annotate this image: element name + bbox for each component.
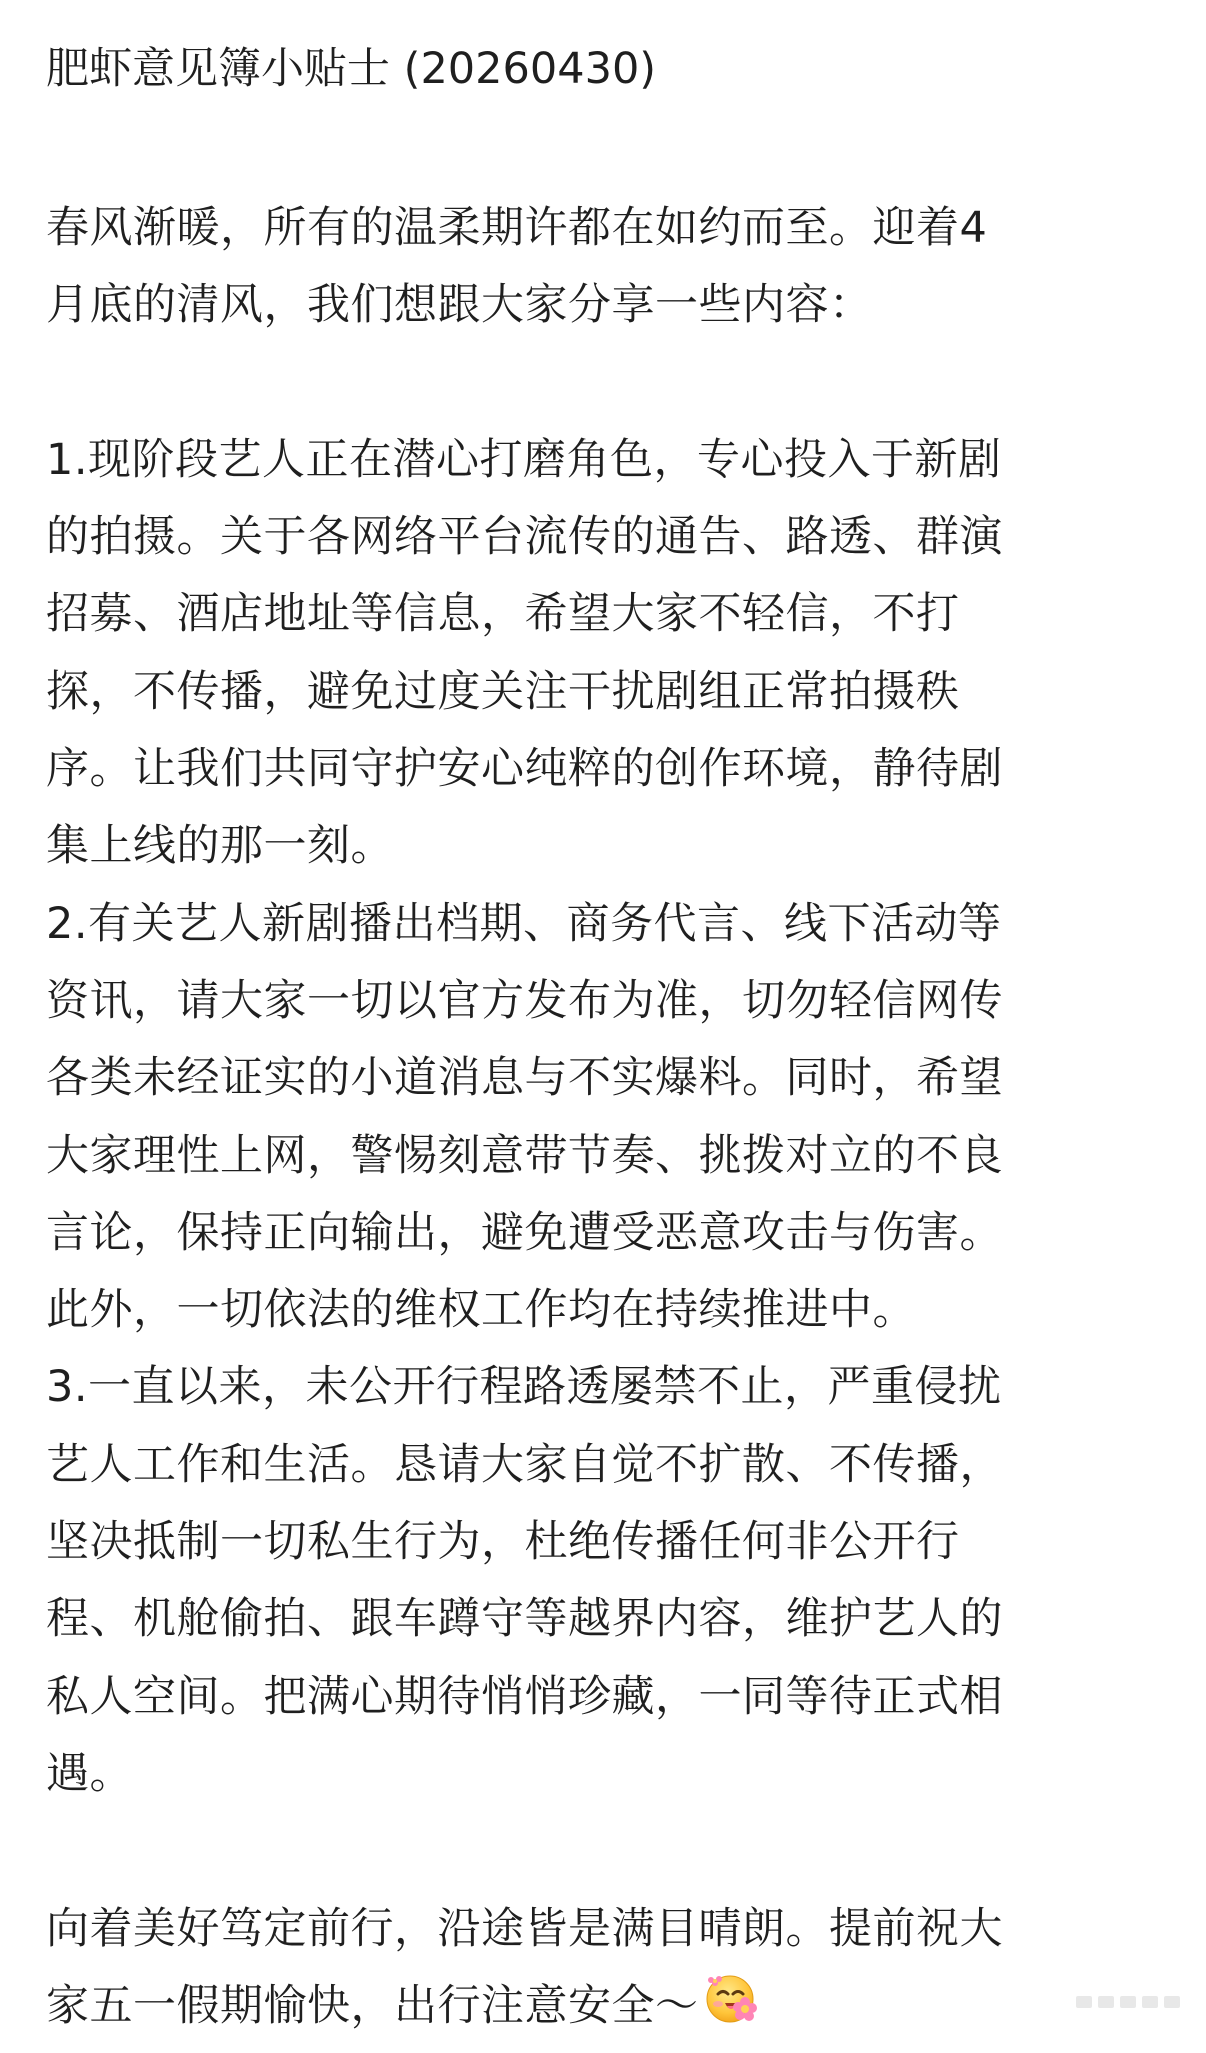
section-2-line: 大家理性上网，警惕刻意带节奏、挑拨对立的不良 — [46, 1130, 1003, 1181]
section-1-line: 探，不传播，避免过度关注干扰剧组正常拍摄秩 — [46, 666, 960, 717]
watermark-block — [1142, 1996, 1158, 2008]
section-1-line: 招募、酒店地址等信息，希望大家不轻信，不打 — [46, 589, 960, 640]
section-3-line: 坚决抵制一切私生行为，杜绝传播任何非公开行 — [46, 1517, 960, 1568]
section-2-line: 此外，一切依法的维权工作均在持续推进中。 — [46, 1285, 916, 1336]
intro-line: 月底的清风，我们想跟大家分享一些内容： — [46, 280, 873, 331]
closing-line: 向着美好笃定前行，沿途皆是满目晴朗。提前祝大 — [46, 1903, 1003, 1954]
intro-line: 春风渐暖，所有的温柔期许都在如约而至。迎着4 — [46, 203, 988, 253]
smiling-face-with-flower-icon — [703, 1970, 761, 2028]
watermark-block — [1098, 1996, 1114, 2008]
paragraph-spacer — [46, 1813, 1170, 1890]
closing-line-with-emoji — [46, 1968, 1170, 2045]
section-1-line: 集上线的那一刻。 — [46, 821, 394, 872]
watermark-block — [1120, 1996, 1136, 2008]
closing-line-text: 家五一假期愉快，出行注意安全～ — [46, 1980, 699, 2031]
paragraph-spacer — [46, 345, 1170, 422]
document-body — [46, 190, 1170, 2045]
section-3-line: 程、机舱偷拍、跟车蹲守等越界内容，维护艺人的 — [46, 1594, 1003, 1645]
section-2-line: 各类未经证实的小道消息与不实爆料。同时，希望 — [46, 1053, 1003, 1104]
watermark-block — [1076, 1996, 1092, 2008]
section-2-line: 资讯，请大家一切以官方发布为准，切勿轻信网传 — [46, 975, 1003, 1026]
section-1-line: 序。让我们共同守护安心纯粹的创作环境，静待剧 — [46, 744, 1003, 795]
section-2-line: 言论，保持正向输出，避免遭受恶意攻击与伤害。 — [46, 1207, 1003, 1258]
watermark-decoration — [1076, 1996, 1180, 2008]
watermark-block — [1164, 1996, 1180, 2008]
section-3-line: 私人空间。把满心期待悄悄珍藏，一同等待正式相 — [46, 1671, 1003, 1722]
section-3-line: 遇。 — [46, 1748, 133, 1799]
section-3-line: 3.一直以来，未公开行程路透屡禁不止，严重侵扰 — [46, 1362, 1002, 1413]
section-1-line: 1.现阶段艺人正在潜心打磨角色，专心投入于新剧 — [46, 434, 1002, 485]
document-title: 肥虾意见簿小贴士 (20260430) — [46, 44, 657, 94]
section-2-line: 2.有关艺人新剧播出档期、商务代言、线下活动等 — [46, 898, 1002, 949]
section-3-line: 艺人工作和生活。恳请大家自觉不扩散、不传播， — [46, 1439, 1003, 1490]
section-1-line: 的拍摄。关于各网络平台流传的通告、路透、群演 — [46, 512, 1003, 563]
